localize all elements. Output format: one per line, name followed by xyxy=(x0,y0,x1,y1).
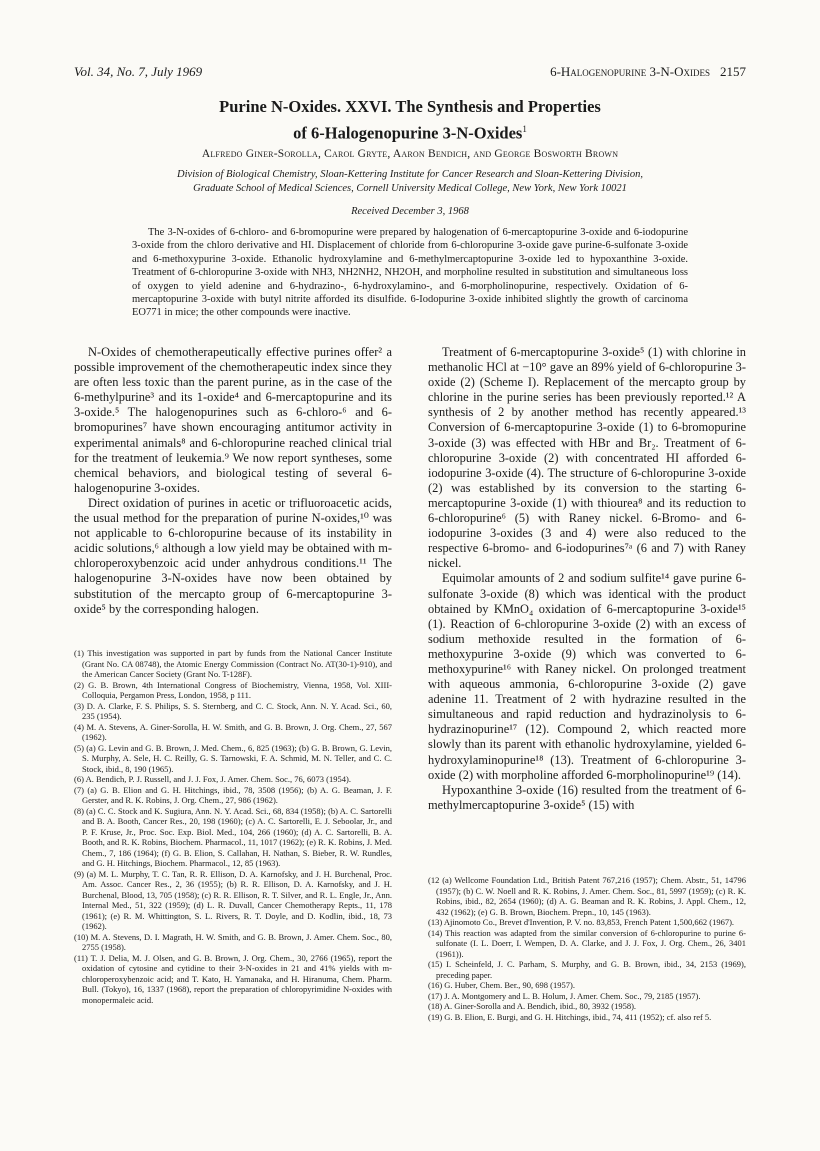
title-line-2 xyxy=(90,118,730,145)
footnote: (3) D. A. Clarke, F. S. Philips, S. S. Sternberg, and C. C. Stock, Ann. N. Y. Acad. Sci., 60, 235 (1954). xyxy=(74,700,392,721)
footnote: (13) Ajinomoto Co., Brevet d'Invention, P. V. no. 83,853, French Patent 1,500,662 (1967). xyxy=(428,917,735,927)
journal-volume-issue: Vol. 34, No. 7, July 1969 xyxy=(74,64,203,79)
footnotes-left xyxy=(74,648,392,1005)
title-line-2-text: of 6-Halogenopurine 3-N-Oxides xyxy=(293,123,523,143)
running-head xyxy=(74,64,746,80)
footnote: (14) This reaction was adapted from the similar conversion of 6-chloropurine to purine 6-sulfonate (I. L. Doerr, I. Wempen, D. A. Clarke, and J. J. Fox, J. Org. Chem., 26, 3401 (1961)). xyxy=(428,927,746,959)
footnote: (8) (a) C. C. Stock and K. Sugiura, Ann. N. Y. Acad. Sci., 68, 834 (1958); (b) A. C. Sartorelli and B. A. Booth, Cancer Res., 20, 198 (1960); (c) A. C. Sartorelli, E. J. Seboolar, Jr., and P. F. Kruse, Jr., Proc. Soc. Exp. Biol. Med., 104, 266 (1960); (d) A. C. Sartorelli, B. A. Booth, and R. K. Robins, Biochem. Pharmacol., 11, 1017 (1962); (e) R. K. Robins, J. Med. Chem., 7, 186 (1964); (f) G. B. Elion, S. Callahan, H. Nathan, S. Bieber, R. W. Rundles, and G. H. Hitchings, Biochem. Pharmacol., 12, 85 (1963). xyxy=(74,805,392,868)
body-paragraph: Equimolar amounts of 2 and sodium sulfite¹⁴ gave purine 6-sulfonate 3-oxide (8) which was identical with the product obtained by KMnO₄ oxidation of 6-mercaptopurine 3-oxide¹⁵ (1). Reaction of 6-chloropurine 3-oxide (2) with an excess of sodium methoxide resulted in the formation of 6-methoxypurine 3-oxide (9) which was converted to 6-methoxypurine¹⁶ with Raney nickel. On prolonged treatment with aqueous ammonia, 6-chloropurine 3-oxide (2) gave adenine 11. Treatment of 2 with hydrazine resulted in the simultaneous and rapid reduction and hydrazinolysis to 6-hydrazinopurine¹⁷ (12). Compound 2, which reacted more slowly than its parent with ethanolic hydroxylamine, yielded 6-hydroxylaminopurine¹⁸ (13). Treatment of 6-chloropurine 3-oxide (2) with morpholine afforded 6-morpholinopurine¹⁹ (14). xyxy=(428,571,746,782)
page-number: 2157 xyxy=(720,64,746,79)
footnote: (11) T. J. Delia, M. J. Olsen, and G. B. Brown, J. Org. Chem., 30, 2766 (1965), report the oxidation of cytosine and cytidine to their 3-N-oxides in 21 and 41% yields with m-chloroperoxybenzoic acid; and T. Kato, H. Yamanaka, and H. Hiranuma, Chem. Pharm. Bull. (Tokyo), 16, 1337 (1968), report the preparation of chloropyrimidine N-oxides with monopermaleic acid. xyxy=(74,952,392,1005)
footnote: (7) (a) G. B. Elion and G. H. Hitchings, ibid., 78, 3508 (1956); (b) A. G. Beaman, J. F. Gerster, and R. K. Robins, J. Org. Chem., 27, 986 (1962). xyxy=(74,784,392,805)
body-paragraph: Hypoxanthine 3-oxide (16) resulted from the treatment of 6-methylmercaptopurine 3-oxide⁵ (15) with xyxy=(428,782,746,812)
footnote: (16) G. Huber, Chem. Ber., 90, 698 (1957). xyxy=(428,980,575,990)
footnote: (1) This investigation was supported in part by funds from the National Cancer Institute (Grant No. CA 08748), the Atomic Energy Commission (Contract No. AT(30-1)-910), and the American Cancer Society (Grant No. T-128F). xyxy=(74,648,392,679)
footnote: (12 (a) Wellcome Foundation Ltd., British Patent 767,216 (1957); Chem. Abstr., 51, 14796 (1957); (b) C. W. Noell and R. K. Robins, J. Amer. Chem. Soc., 81, 5997 (1959); (c) R. K. Robins, ibid., 82, 2654 (1960); (d) A. G. Beaman and R. K. Robins, J. Appl. Chem., 12, 432 (1962); (e) G. B. Brown, Biochem. Prepn., 10, 145 (1963). xyxy=(428,875,746,917)
article-title xyxy=(90,96,730,145)
affiliation-line-2: Graduate School of Medical Sciences, Cornell University Medical College, New York, New York 10021 xyxy=(193,183,627,194)
footnote: (17) J. A. Montgomery and L. B. Holum, J. Amer. Chem. Soc., 79, 2185 (1957). xyxy=(428,990,701,1001)
footnote: (10) M. A. Stevens, D. I. Magrath, H. W. Smith, and G. B. Brown, J. Amer. Chem. Soc., 80, 2755 (1958). xyxy=(74,931,392,952)
title-line-1: Purine N-Oxides. XXVI. The Synthesis and Properties xyxy=(219,97,601,116)
body-column-right xyxy=(428,345,746,813)
abstract: The 3-N-oxides of 6-chloro- and 6-bromopurine were prepared by halogenation of 6-mercaptopurine 3-oxide and 6-iodopurine 3-oxide from the chloro derivative and HI. Displacement of chloride from 6-chloropurine 3-oxide gave purine-6-sulfonate 3-oxide and 6-methoxypurine 3-oxide. Ethanolic hydroxylamine and 6-methylmercaptopurine 3-oxide led to hypoxanthine 3-oxide. Treatment of 6-chloropurine 3-oxide with NH3, NH2NH2, NH2OH, and morpholine resulted in substitution and simultaneous loss of oxygen to yield adenine and 6-hydrazino-, 6-hydroxylamino-, and 6-morpholinopurine, respectively. Oxidation of 6-mercaptopurine 3-oxide with butyl nitrite afforded its disulfide. 6-Iodopurine 3-oxide inhibited slightly the growth of carcinoma EO771 in mice; the other compounds were inactive. xyxy=(132,227,688,319)
title-footnote-mark: 1 xyxy=(522,124,527,134)
footnote: (9) (a) M. L. Murphy, T. C. Tan, R. R. Ellison, D. A. Karnofsky, and J. H. Burchenal, Proc. Am. Assoc. Cancer Res., 2, 36 (1955); (b) R. R. Ellison, D. A. Karnofsky, and J. H. Burchenal, Blood, 13, 705 (1958); (c) R. R. Ellison, R. T. Silver, and R. L. Engle, Jr., Ann. Internal Med., 51, 322 (1959); (d) L. R. Duvall, Cancer Chemotherapy Repts., 11, 178 (1961); (e) R. M. Whittington, S. L. Rivers, R. T. Doyle, and D. Kodlin, ibid., 18, 73 (1962). xyxy=(74,868,392,931)
body-paragraph: Direct oxidation of purines in acetic or trifluoroacetic acids, the usual method for the preparation of purine N-oxides,¹⁰ was not applicable to 6-chloropurine because of its instability in acidic solutions,⁶ although a low yield may be obtained with m-chloroperoxybenzoic acid under anhydrous conditions.¹¹ The halogenopurine 3-N-oxides have now been obtained by substitution of the mercapto group of 6-mercaptopurine 3-oxide⁵ by the corresponding halogen. xyxy=(74,495,392,616)
footnotes-right xyxy=(428,875,746,1022)
footnote: (15) I. Scheinfeld, J. C. Parham, S. Murphy, and G. B. Brown, ibid., 34, 2153 (1969), preceding paper. xyxy=(428,959,746,980)
footnote: (18) A. Giner-Sorolla and A. Bendich, ibid., 80, 3932 (1958). xyxy=(428,1001,637,1011)
affiliation xyxy=(90,168,730,196)
body-paragraph: Treatment of 6-mercaptopurine 3-oxide⁵ (1) with chlorine in methanolic HCl at −10° gave an 89% yield of 6-chloropurine 3-oxide (2) (Scheme I). Replacement of the mercapto group by chlorine in the purine series has been previously reported.¹² A synthesis of 2 by another method has recently appeared.¹³ Conversion of 6-mercaptopurine 3-oxide (1) to 6-bromopurine 3-oxide (3) was effected with HBr and Br₂. Treatment of 6-chloropurine 3-oxide (2) with concentrated HI afforded 6-iodopurine 3-oxide (4). The structure of 6-chloropurine 3-oxide (2) was established by its conversion to the starting 6-mercaptopurine 3-oxide (1) with thiourea⁸ and its reduction to 6-chloropurine⁶ (5) with Raney nickel. 6-Bromo- and 6-iodopurine 3-oxides (3 and 4) were also reduced to the respective 6-bromo- and 6-iodopurines⁷ᵃ (6 and 7) with Raney nickel. xyxy=(428,345,746,571)
body-paragraph: N-Oxides of chemotherapeutically effective purines offer² a possible improvement of the chemotherapeutic index since they are often less toxic than the parent purine, as in the case of the 6-methylpurine³ and its 1-oxide⁴ and 6-mercaptopurine and its 3-oxide.⁵ The halogenopurines such as 6-chloro-⁶ and 6-bromopurines⁷ have shown encouraging antitumor activity in experimental animals⁸ and 6-chloropurine reached clinical trial for the treatment of leukemia.⁹ We now report syntheses, some chemical behaviors, and biological testing of several 6-halogenopurine 3-oxides. xyxy=(74,345,392,495)
footnote: (2) G. B. Brown, 4th International Congress of Biochemistry, Vienna, 1958, Vol. XIII-Colloquia, Pergamon Press, London, 1958, p 111. xyxy=(74,679,392,700)
received-date: Received December 3, 1968 xyxy=(351,206,469,217)
affiliation-line-1: Division of Biological Chemistry, Sloan-Kettering Institute for Cancer Research and Sloan-Kettering Division, xyxy=(177,169,643,180)
footnote: (4) M. A. Stevens, A. Giner-Sorolla, H. W. Smith, and G. B. Brown, J. Org. Chem., 27, 567 (1962). xyxy=(74,721,392,742)
footnote: (5) (a) G. Levin and G. B. Brown, J. Med. Chem., 6, 825 (1963); (b) G. B. Brown, G. Levin, S. Murphy, A. Sele, H. C. Reilly, G. S. Tarnowski, F. A. Schmid, M. N. Teller, and C. C. Stock, ibid., 8, 190 (1965). xyxy=(74,742,392,774)
footnote: (19) G. B. Elion, E. Burgi, and G. H. Hitchings, ibid., 74, 411 (1952); cf. also ref 5. xyxy=(428,1011,712,1022)
running-title xyxy=(550,64,746,80)
body-column-left xyxy=(74,345,392,617)
footnote: (6) A. Bendich, P. J. Russell, and J. J. Fox, J. Amer. Chem. Soc., 76, 6073 (1954). xyxy=(74,774,351,784)
running-title-text: 6-Halogenopurine 3-N-Oxides xyxy=(550,64,710,79)
author-list: Alfredo Giner-Sorolla, Carol Gryte, Aaron Bendich, and George Bosworth Brown xyxy=(201,148,619,160)
